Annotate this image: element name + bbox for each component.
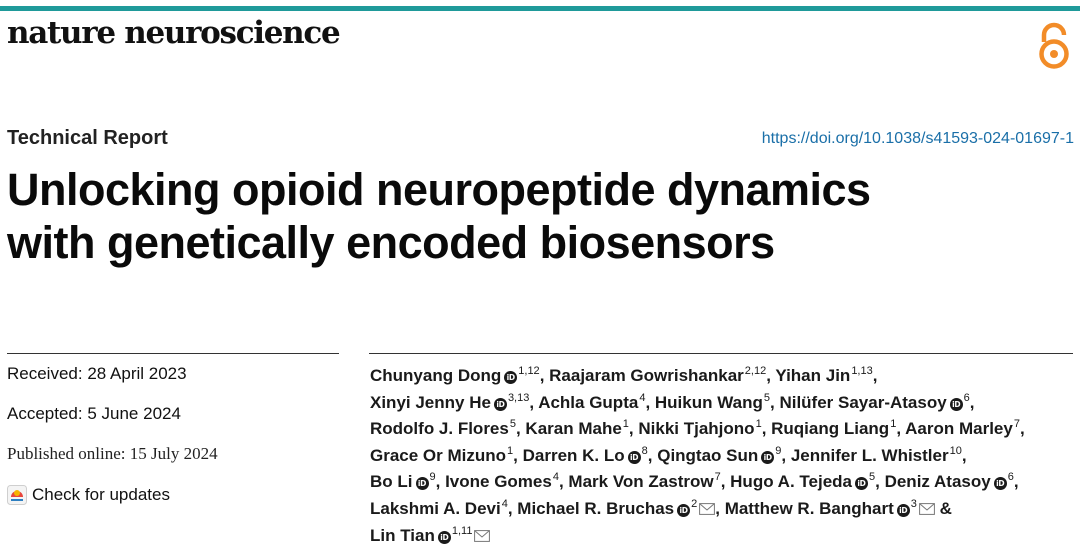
author-name: Qingtao Sun [657,445,759,465]
email-icon[interactable] [919,503,935,515]
author[interactable] [905,419,1020,438]
author[interactable] [370,393,529,412]
date-label: Accepted: [7,404,83,423]
title-line: Unlocking opioid neuropeptide dynamics [7,164,871,215]
orcid-icon[interactable]: iD [504,371,517,384]
author-name: Grace Or Mizuno [370,445,507,465]
author-separator: , [1019,419,1025,439]
affiliation-number: 10 [949,444,962,457]
author[interactable] [370,472,436,491]
author-name: Raajaram Gowrishankar [549,366,744,385]
author-separator: , [529,392,539,412]
author-name: Hugo A. Tejeda [730,472,852,492]
author[interactable] [568,472,720,491]
affiliation-number: 2 [691,497,698,510]
author[interactable] [885,472,1014,491]
author-name: Jennifer L. Whistler [790,445,949,465]
author-name: Ruqiang Liang [771,419,890,439]
author-separator: , [513,445,523,465]
author-name: Mark Von Zastrow [568,472,714,492]
author-separator: , [715,498,725,518]
author-separator: , [875,472,885,492]
accepted-date [7,404,181,424]
affiliation-number: 7 [1013,418,1020,431]
affiliation-number: 1,12 [518,365,540,377]
author-separator: , [896,419,906,439]
affiliation-number: 7 [714,471,721,484]
open-access-lock-icon[interactable] [1036,20,1072,72]
affiliation-number: 6 [963,391,970,404]
affiliation-number: 5 [763,391,770,404]
author[interactable] [638,419,761,438]
author-name: Huikun Wang [654,392,763,412]
affiliation-number: 1 [622,418,629,431]
affiliation-number: 1,13 [851,365,873,377]
author[interactable] [525,419,629,438]
orcid-icon[interactable]: iD [494,398,507,411]
author-name: Bo Li [370,472,413,492]
author-name: Michael R. Bruchas [517,498,675,518]
author-name: Nikki Tjahjono [638,419,755,439]
affiliation-number: 2,12 [744,365,767,377]
author[interactable] [779,393,969,412]
author-name: Deniz Atasoy [884,472,991,492]
check-for-updates-button[interactable] [7,485,170,505]
affiliation-number: 1 [890,418,897,431]
affiliation-number: 4 [552,471,559,484]
orcid-icon[interactable]: iD [438,531,451,544]
affiliation-number: 1 [507,444,514,457]
author-separator: , [781,445,791,465]
article-title [7,163,871,269]
author[interactable] [655,393,770,412]
author-name: Aaron Marley [905,419,1013,439]
orcid-icon[interactable]: iD [855,477,868,490]
author-line [370,523,1070,549]
author-line [370,469,1070,496]
received-date [7,364,187,384]
check-for-updates-label: Check for updates [32,485,170,504]
orcid-icon[interactable]: iD [761,451,774,464]
author-name: Darren K. Lo [522,445,625,465]
affiliation-number: 1 [755,418,762,431]
author-separator: , [961,445,967,465]
author-line [370,390,1070,417]
author-separator: , [507,498,518,518]
date-label: Received: [7,364,83,383]
date-value: 15 July 2024 [129,444,218,463]
author-separator: , [435,472,446,492]
check-for-updates-icon [7,485,27,505]
author-separator: , [628,419,639,439]
title-line: with genetically encoded biosensors [7,217,775,268]
orcid-icon[interactable]: iD [628,451,641,464]
author[interactable] [549,366,766,385]
affiliation-number: 9 [429,471,436,484]
email-icon[interactable] [699,503,715,515]
author-name: Achla Gupta [538,392,639,412]
author-separator: , [766,366,776,385]
affiliation-number: 9 [775,444,782,457]
divider [7,353,339,354]
affiliation-number: 4 [501,497,508,510]
author-name: Karan Mahe [525,419,622,439]
affiliation-number: 5 [509,418,516,431]
author[interactable] [370,366,540,385]
author-name: Rodolfo J. Flores [370,419,509,439]
author-list [370,363,1070,549]
author-separator: , [720,472,731,492]
author[interactable] [657,446,781,465]
author-name: Yihan Jin [775,366,851,385]
affiliation-number: 8 [641,444,648,457]
date-value: 5 June 2024 [87,404,181,423]
author-separator: , [645,392,655,412]
author-separator: , [761,419,772,439]
author-name: Lakshmi A. Devi [370,498,501,518]
author-separator: , [647,445,658,465]
author[interactable] [523,446,648,465]
author[interactable] [370,499,508,518]
affiliation-number: 6 [1007,471,1014,484]
date-label: Published online: [7,444,126,463]
author-separator: , [539,366,550,385]
author-name: Ivone Gomes [445,472,552,492]
author[interactable] [725,499,935,518]
author-separator: , [872,366,878,385]
author[interactable] [370,419,516,438]
affiliation-number: 3,13 [507,391,530,404]
author-line [370,416,1070,443]
author-name: Matthew R. Banghart [724,498,894,518]
journal-name[interactable]: nature neuroscience [7,15,340,51]
date-value: 28 April 2023 [87,364,187,383]
author[interactable] [445,472,559,491]
affiliation-number: 4 [639,391,646,404]
orcid-icon[interactable]: iD [416,477,429,490]
author-separator: , [558,472,569,492]
affiliation-number: 5 [869,471,876,484]
author[interactable] [791,446,962,465]
doi-link[interactable]: https://doi.org/10.1038/s41593-024-01697-1 [761,130,1074,147]
author-name: Chunyang Dong [370,366,502,385]
author-name: Xinyi Jenny He [370,392,491,412]
author-line [370,496,1070,523]
author-name: Lin Tian [370,525,435,545]
email-icon[interactable] [474,530,490,542]
author-separator: & [934,498,952,518]
author[interactable] [517,499,715,518]
author-separator: , [969,392,975,412]
author[interactable] [775,366,872,385]
divider [369,353,1073,354]
author-separator: , [1013,472,1019,492]
author[interactable] [370,446,513,465]
author-separator: , [769,392,780,412]
orcid-icon[interactable]: iD [677,504,690,517]
author[interactable] [771,419,896,438]
article-type: Technical Report [7,127,168,149]
author[interactable] [538,393,645,412]
orcid-icon[interactable]: iD [994,477,1007,490]
author[interactable] [730,472,875,491]
author-name: Nilüfer Sayar-Atasoy [779,392,947,412]
author-line [370,363,1070,390]
orcid-icon[interactable]: iD [950,398,963,411]
affiliation-number: 1,11 [451,524,473,537]
affiliation-number: 3 [910,497,917,510]
orcid-icon[interactable]: iD [897,504,910,517]
top-accent-bar [0,6,1080,11]
author-separator: , [515,419,526,439]
author-line [370,443,1070,470]
published-date [7,444,218,464]
